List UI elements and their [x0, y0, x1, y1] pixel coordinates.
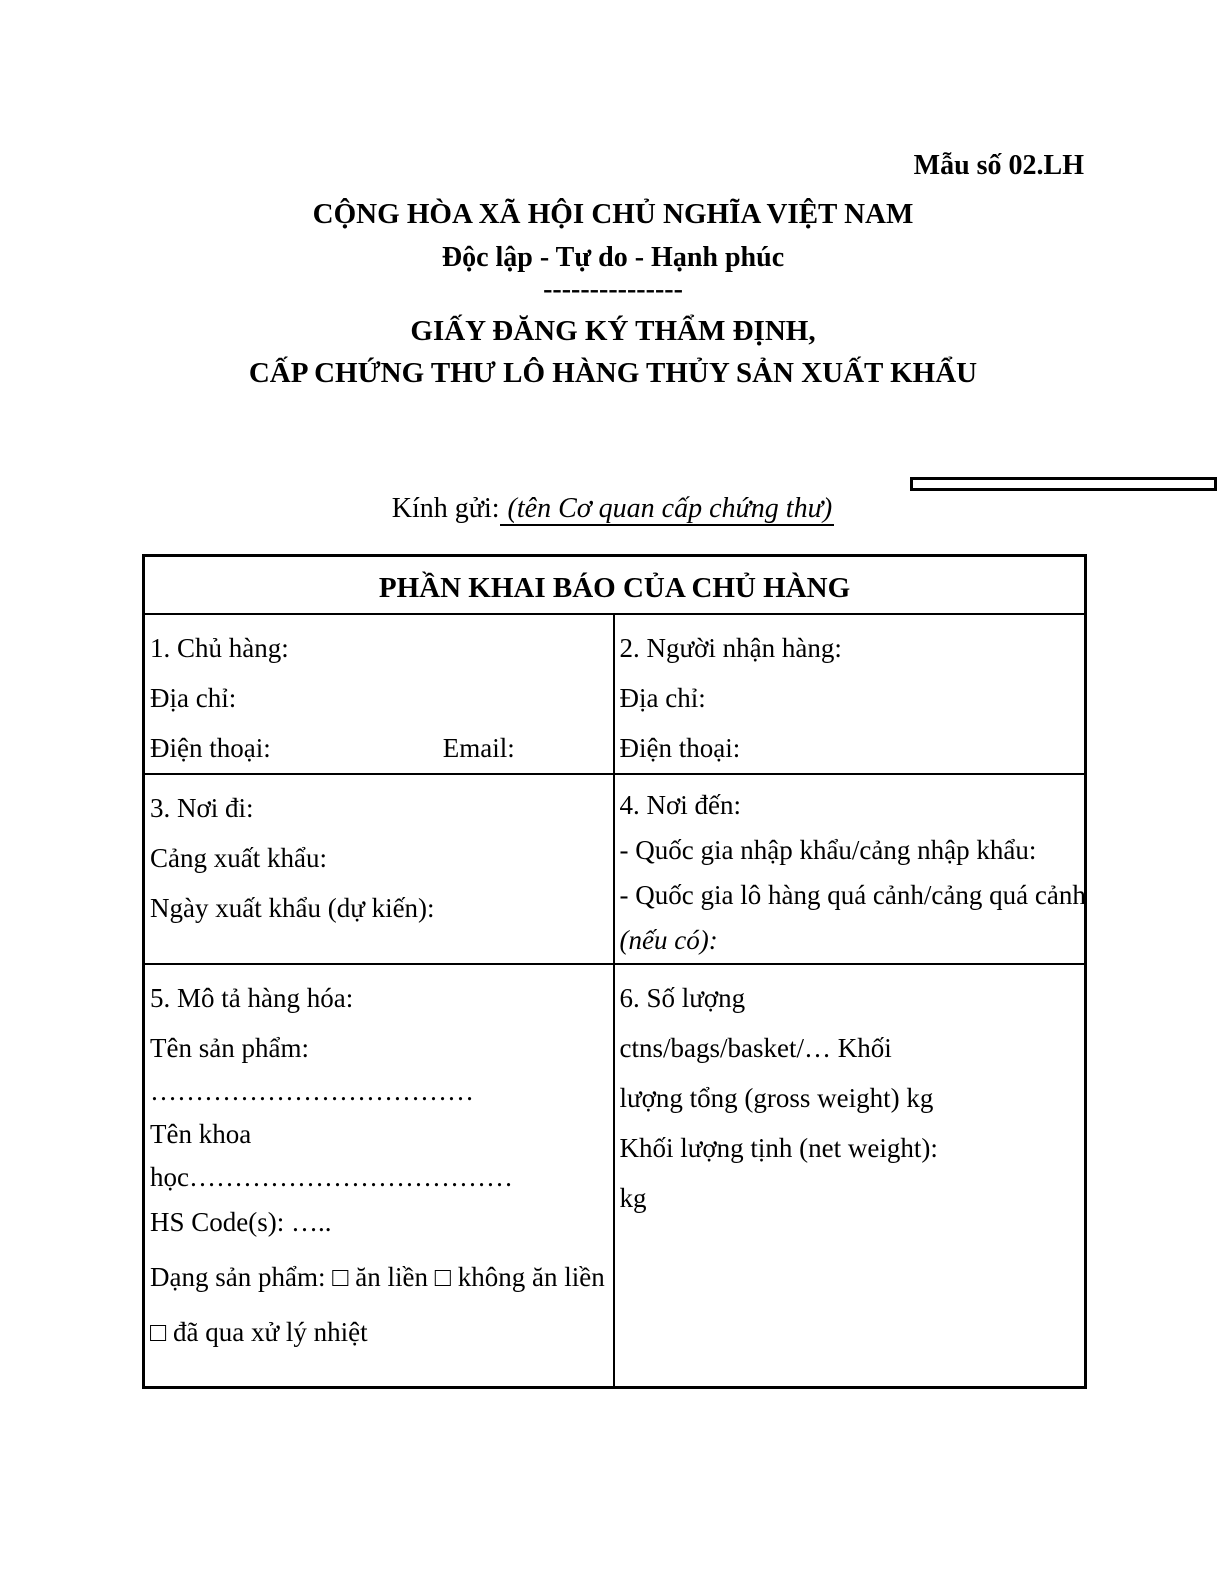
- quantity-title: 6. Số lượng: [619, 982, 746, 1013]
- consignee-address-label: Địa chỉ:: [619, 682, 706, 713]
- table-header: PHẦN KHAI BÁO CỦA CHỦ HÀNG: [144, 556, 1086, 614]
- destination-transit-country-label: - Quốc gia lô hàng quá cảnh/cảng quá cảnh: [619, 879, 1086, 910]
- goods-hs-code-label: HS Code(s): …..: [150, 1206, 332, 1237]
- goods-title: 5. Mô tả hàng hóa:: [150, 982, 354, 1013]
- national-title: CỘNG HÒA XÃ HỘI CHỦ NGHĨA VIỆT NAM: [312, 198, 914, 230]
- cell-goods-description: [144, 964, 614, 1388]
- cell-owner: [144, 614, 614, 774]
- declaration-table: [142, 554, 1087, 1389]
- goods-product-form-line1: Dạng sản phẩm: □ ăn liền □ không ăn liền: [150, 1261, 605, 1292]
- goods-product-name-label: Tên sản phẩm:: [150, 1032, 309, 1063]
- goods-scientific-name-line2: học………………………………: [150, 1161, 513, 1192]
- doc-title-line1: GIẤY ĐĂNG KÝ THẨM ĐỊNH,: [410, 315, 816, 347]
- form-code: Mẫu số 02.LH: [913, 150, 1084, 181]
- origin-export-port-label: Cảng xuất khẩu:: [150, 842, 327, 873]
- owner-title: 1. Chủ hàng:: [150, 632, 289, 663]
- owner-address-label: Địa chỉ:: [150, 682, 237, 713]
- cell-consignee: [614, 614, 1086, 774]
- motto-divider: ---------------: [543, 274, 683, 305]
- salutation-recipient: (tên Cơ quan cấp chứng thư): [500, 493, 835, 526]
- destination-title: 4. Nơi đến:: [619, 789, 742, 820]
- certificate-number-box: [910, 477, 1217, 491]
- owner-phone-label: Điện thoại:: [150, 732, 271, 763]
- destination-transit-note: (nếu có):: [619, 924, 718, 955]
- quantity-line2: ctns/bags/basket/… Khối: [619, 1032, 892, 1063]
- owner-contact-line: [150, 723, 611, 773]
- origin-title: 3. Nơi đi:: [150, 792, 254, 823]
- goods-product-name-dots: ………………………………: [150, 1075, 474, 1106]
- owner-email-label: Email:: [442, 732, 515, 763]
- quantity-line3: lượng tổng (gross weight) kg: [619, 1082, 934, 1113]
- consignee-title: 2. Người nhận hàng:: [619, 632, 842, 663]
- doc-title-line2: CẤP CHỨNG THƯ LÔ HÀNG THỦY SẢN XUẤT KHẨU: [248, 357, 978, 389]
- goods-scientific-name-line1: Tên khoa: [150, 1118, 252, 1149]
- destination-import-country-label: - Quốc gia nhập khẩu/cảng nhập khẩu:: [619, 834, 1037, 865]
- consignee-phone-label: Điện thoại:: [619, 732, 741, 763]
- quantity-line4: Khối lượng tịnh (net weight):: [619, 1132, 938, 1163]
- cell-origin: [144, 774, 614, 964]
- national-motto: Độc lập - Tự do - Hạnh phúc: [441, 242, 785, 273]
- salutation: [142, 491, 1084, 527]
- goods-product-form-line2: □ đã qua xử lý nhiệt: [150, 1316, 368, 1347]
- cell-quantity: [614, 964, 1086, 1388]
- salutation-label: Kính gửi:: [391, 493, 500, 524]
- quantity-line5: kg: [619, 1182, 647, 1213]
- origin-export-date-label: Ngày xuất khẩu (dự kiến):: [150, 892, 435, 923]
- cell-destination: [614, 774, 1086, 964]
